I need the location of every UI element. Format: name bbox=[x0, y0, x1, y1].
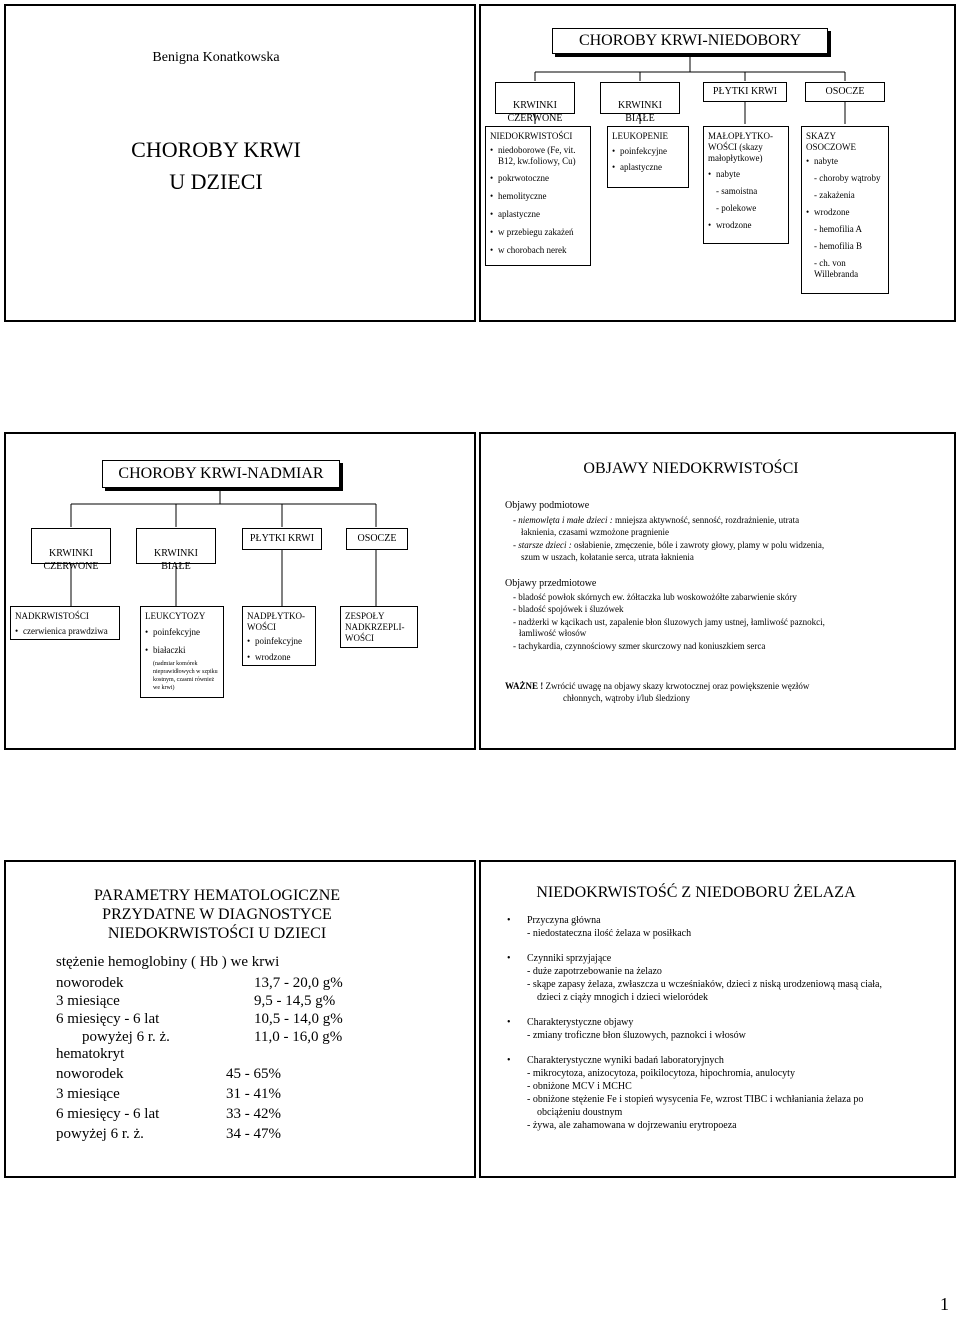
list-item: • pokrwotoczne bbox=[490, 173, 586, 184]
subjective-item bbox=[505, 514, 835, 538]
leukocytosis-box bbox=[140, 606, 224, 698]
list-item: • w przebiegu zakażeń bbox=[490, 227, 586, 238]
important-note bbox=[505, 680, 825, 704]
list-item: • wrodzone bbox=[806, 207, 884, 218]
value-cell: 13,7 - 20,0 g% bbox=[254, 975, 343, 991]
list-item: - ch. von Willebranda bbox=[814, 258, 859, 279]
page-number: 1 bbox=[940, 1294, 949, 1314]
subjective-symptoms bbox=[505, 500, 835, 563]
category-platelets bbox=[242, 528, 322, 550]
subjective-item bbox=[505, 539, 835, 563]
subjective-item-lead: - starsze dzieci : bbox=[513, 540, 572, 550]
slide-title: OBJAWY NIEDOKRWISTOŚCI bbox=[583, 460, 799, 477]
table-row bbox=[56, 974, 376, 992]
list-item: • nabyte bbox=[806, 156, 884, 167]
list-item: • wrodzone bbox=[247, 652, 311, 663]
slide-title bbox=[6, 134, 426, 198]
objective-item: - bladość powłok skórnych ew. żółtaczka lub woskowożółte zabarwienie skóry bbox=[513, 591, 797, 602]
list-item: - hemofilia A bbox=[814, 224, 862, 234]
thrombocytosis-list bbox=[247, 636, 311, 663]
section-heading bbox=[507, 1054, 887, 1067]
hemoglobin-label: stężenie hemoglobiny ( Hb ) we krwi bbox=[56, 954, 280, 970]
category-red-cells bbox=[495, 82, 575, 124]
leukopenias-heading: LEUKOPENIE bbox=[612, 131, 668, 141]
thrombocytosis-box bbox=[242, 606, 316, 666]
section-heading bbox=[507, 952, 887, 965]
age-cell: 6 miesięcy - 6 lat bbox=[56, 1106, 160, 1122]
thrombocytopenias-list bbox=[708, 169, 784, 231]
diagram-title bbox=[102, 460, 340, 488]
diagram-title-text: CHOROBY KRWI-NADMIAR bbox=[118, 465, 324, 482]
category-red-cells bbox=[31, 528, 111, 572]
age-cell: powyżej 6 r. ż. bbox=[56, 1126, 144, 1142]
objective-heading: Objawy przedmiotowe bbox=[505, 578, 597, 589]
section-line: - skąpe zapasy żelaza, zwłaszcza u wcześniaków, dzieci z niską urodzeniową masą ciała, dzieci z ciąży mnogich i dzieci wieloródek bbox=[527, 979, 882, 1003]
thrombocytopenias-box bbox=[703, 126, 789, 244]
list-item: • poinfekcyjne bbox=[612, 146, 684, 157]
important-note-text: Zwrócić uwagę na objawy skazy krwotocznej oraz powiększenie węzłów chłonnych, wątroby i/lub śledziony bbox=[543, 681, 810, 703]
category-white-cells-label: KRWINKI BIAŁE bbox=[618, 100, 662, 124]
list-item: • poinfekcyjne bbox=[247, 636, 311, 647]
table-row bbox=[56, 1010, 376, 1028]
leukopenias-list bbox=[612, 146, 684, 173]
value-cell: 31 - 41% bbox=[226, 1086, 281, 1102]
section-heading-text: Charakterystyczne objawy bbox=[527, 1017, 634, 1028]
plasma-disorders-box bbox=[801, 126, 889, 294]
objective-item: - nadżerki w kącikach ust, zapalenie błon śluzowych jamy ustnej, łamliwość paznokci, łamliwość włosów bbox=[513, 616, 825, 638]
list-item: - hemofilia B bbox=[814, 241, 862, 251]
list-item: - zakażenia bbox=[814, 190, 855, 200]
list-item: • białaczki bbox=[145, 645, 219, 656]
plasma-disorders-list bbox=[806, 156, 884, 280]
bullet-icon: • bbox=[507, 1017, 511, 1028]
author-name: Benigna Konatkowska bbox=[152, 50, 280, 65]
list-item: • nabyte bbox=[708, 169, 784, 180]
bullet-icon: • bbox=[507, 1055, 511, 1066]
category-plasma-label: OSOCZE bbox=[357, 533, 397, 544]
slide-1 bbox=[4, 4, 476, 322]
age-cell: 6 miesięcy - 6 lat bbox=[56, 1011, 160, 1027]
polycythemia-box bbox=[10, 606, 120, 640]
slide-title-line-1: CHOROBY KRWI bbox=[131, 137, 301, 162]
slide-title: PARAMETRY HEMATOLOGICZNE PRZYDATNE W DIAGNOSTYCE NIEDOKRWISTOŚCI U DZIECI bbox=[93, 887, 341, 942]
age-cell: 3 miesiące bbox=[56, 1086, 120, 1102]
slide-3 bbox=[4, 432, 476, 750]
slide-6 bbox=[479, 860, 956, 1178]
value-cell: 34 - 47% bbox=[226, 1126, 281, 1142]
age-cell: noworodek bbox=[56, 1066, 124, 1082]
section-line: - niedostateczna ilość żelaza w posiłkach bbox=[527, 928, 692, 939]
value-cell: 45 - 65% bbox=[226, 1066, 281, 1082]
subjective-item-lead: - niemowlęta i małe dzieci : bbox=[513, 515, 613, 525]
list-item: • niedoborowe (Fe, vit. B12, kw.foliowy, Cu) bbox=[490, 145, 586, 167]
list-item: • w chorobach nerek bbox=[490, 245, 586, 256]
leukocytosis-heading: LEUKCYTOZY bbox=[145, 611, 206, 621]
polycythemia-list bbox=[15, 626, 115, 637]
thrombocytosis-heading: NADPŁYTKO-WOŚCI bbox=[247, 611, 305, 632]
leukemia-note: (nadmiar komórek nieprawidłowych w szpiku kostnym, czasmi również we krwi) bbox=[153, 661, 218, 691]
list-item: - samoistna bbox=[716, 186, 758, 196]
section-line: - zmiany troficzne błon śluzowych, paznokci i włosów bbox=[527, 1030, 746, 1041]
section-line: - obniżone stężenie Fe i stopień wysycenia Fe, wzrost TIBC i wchłaniania żelaza po obciążeniu doustnym bbox=[527, 1094, 864, 1118]
section-line: - mikrocytoza, anizocytoza, poikilocytoza, hipochromia, anulocyty bbox=[527, 1068, 795, 1079]
anemias-box bbox=[485, 126, 591, 266]
value-cell: 33 - 42% bbox=[226, 1106, 281, 1122]
category-platelets-label: PŁYTKI KRWI bbox=[712, 86, 778, 97]
category-red-cells-label: KRWINKI CZERWONE bbox=[43, 548, 99, 572]
subjective-heading: Objawy podmiotowe bbox=[505, 500, 590, 511]
important-note-lead: WAŻNE ! bbox=[505, 681, 544, 691]
hematocrit-table bbox=[56, 1064, 376, 1144]
hematocrit-label: hematokryt bbox=[56, 1046, 125, 1062]
diagram-title bbox=[552, 28, 828, 54]
section-heading bbox=[507, 1016, 887, 1029]
category-white-cells bbox=[136, 528, 216, 572]
slide-2 bbox=[479, 4, 956, 322]
plasma-disorders-heading: SKAZY OSOCZOWE bbox=[806, 131, 856, 152]
table-row bbox=[56, 1084, 376, 1104]
objective-symptoms bbox=[505, 578, 825, 652]
section-heading-text: Charakterystyczne wyniki badań laboratoryjnych bbox=[527, 1055, 724, 1066]
list-item: • aplastyczne bbox=[612, 162, 684, 173]
subjective-item-text: osłabienie, zmęczenie, bóle i zawroty głowy, plamy w polu widzenia, szum w uszach, kołatanie serca, utrata łaknienia bbox=[521, 540, 825, 562]
list-item: • poinfekcyjne bbox=[145, 627, 219, 638]
section-heading-text: Czynniki sprzyjające bbox=[527, 953, 612, 964]
objective-item: - tachykardia, czynnościowy szmer skurczowy nad koniuszkiem serca bbox=[513, 640, 766, 651]
value-cell: 9,5 - 14,5 g% bbox=[254, 993, 336, 1009]
list-item: • hemolityczne bbox=[490, 191, 586, 202]
anemias-list bbox=[490, 145, 586, 256]
table-row bbox=[56, 1028, 376, 1046]
polycythemia-heading: NADKRWISTOŚCI bbox=[15, 611, 89, 621]
diagram-title-text: CHOROBY KRWI-NIEDOBORY bbox=[578, 32, 802, 49]
slide-title: NIEDOKRWISTOŚĆ Z NIEDOBORU ŻELAZA bbox=[536, 884, 856, 901]
category-plasma bbox=[805, 82, 885, 102]
list-item: - polekowe bbox=[716, 203, 757, 213]
slide-4 bbox=[479, 432, 956, 750]
list-item: • czerwienica prawdziwa bbox=[15, 626, 115, 637]
list-item: - choroby wątroby bbox=[814, 173, 881, 183]
category-white-cells-label: KRWINKI BIAŁE bbox=[154, 548, 198, 572]
age-cell: 3 miesiące bbox=[56, 993, 120, 1009]
hypercoagulability-heading: ZESPOŁY NADKRZEPLI-WOŚCI bbox=[345, 611, 405, 643]
list-item: • aplastyczne bbox=[490, 209, 586, 220]
iron-deficiency-sections bbox=[507, 914, 887, 1132]
slide-title-line-2: U DZIECI bbox=[169, 169, 263, 194]
hemoglobin-table bbox=[56, 974, 376, 1046]
anemias-heading: NIEDOKRWISTOŚCI bbox=[490, 131, 573, 141]
table-row bbox=[56, 1064, 376, 1084]
bullet-icon: • bbox=[507, 915, 511, 926]
category-platelets-label: PŁYTKI KRWI bbox=[249, 533, 315, 544]
list-item: • wrodzone bbox=[708, 220, 784, 231]
category-platelets bbox=[703, 82, 787, 102]
leukopenias-box bbox=[607, 126, 689, 188]
section-line: - duże zapotrzebowanie na żelazo bbox=[527, 966, 662, 977]
bullet-icon: • bbox=[507, 953, 511, 964]
subjective-item-text: mniejsza aktywność, senność, rozdrażnienie, utrata łaknienia, czasami wzmożone pragnienie bbox=[521, 515, 800, 537]
age-cell: noworodek bbox=[56, 975, 124, 991]
category-white-cells bbox=[600, 82, 680, 124]
table-row bbox=[56, 1124, 376, 1144]
leukocytosis-list bbox=[145, 627, 219, 656]
section-line: - żywa, ale zahamowana w dojrzewaniu erytropoeza bbox=[527, 1120, 737, 1131]
hypercoagulability-box bbox=[340, 606, 418, 648]
section-block bbox=[507, 1054, 887, 1132]
age-cell: powyżej 6 r. ż. bbox=[82, 1029, 170, 1045]
section-block bbox=[507, 1016, 887, 1042]
thrombocytopenias-heading: MAŁOPŁYTKO-WOŚCI (skazy małopłytkowe) bbox=[708, 131, 773, 163]
table-row bbox=[56, 1104, 376, 1124]
objective-item: - bladość spojówek i śluzówek bbox=[513, 604, 624, 614]
category-plasma bbox=[346, 528, 408, 550]
section-heading bbox=[507, 914, 887, 927]
section-block bbox=[507, 914, 887, 940]
section-line: - obniżone MCV i MCHC bbox=[527, 1081, 632, 1092]
table-row bbox=[56, 992, 376, 1010]
category-plasma-label: OSOCZE bbox=[825, 86, 865, 97]
section-block bbox=[507, 952, 887, 1004]
value-cell: 10,5 - 14,0 g% bbox=[254, 1011, 343, 1027]
slide-5 bbox=[4, 860, 476, 1178]
section-heading-text: Przyczyna główna bbox=[527, 915, 601, 926]
value-cell: 11,0 - 16,0 g% bbox=[254, 1029, 343, 1045]
category-red-cells-label: KRWINKI CZERWONE bbox=[507, 100, 563, 124]
